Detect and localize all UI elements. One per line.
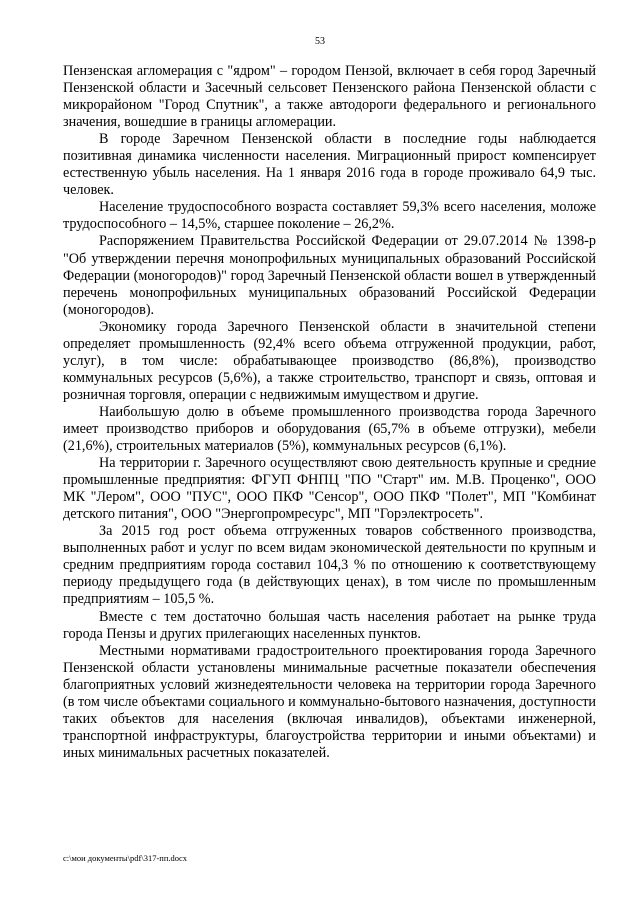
paragraph-working-age: Население трудоспособного возраста составляет 59,3% всего населения, моложе трудоспособного – 14,5%, старшее поколение – 26,2%. xyxy=(63,199,596,233)
paragraph-economy: Экономику города Заречного Пензенской области в значительной степени определяет промышленность (92,4% всего объема отгруженной продукции, работ, услуг), в том числе: обрабатывающее производство (86,8%), производство коммунальных ресурсов (5,6%), а также строительство, транспорт и связь, оптовая и розничная торговля, операции с недвижимым имуществом и другие. xyxy=(63,318,596,403)
paragraph-population-dynamics: В городе Заречном Пензенской области в последние годы наблюдается позитивная динамика численности населения. Миграционный прирост компенсирует естественную убыль населения. На 1 января 2016 года в городе проживало 64,9 тыс. человек. xyxy=(63,131,596,199)
paragraph-industry-share: Наибольшую долю в объеме промышленного производства города Заречного имеет производство приборов и оборудования (65,7% в объеме отгрузки), мебели (21,6%), строительных материалов (5%), коммунальных ресурсов (6,1%). xyxy=(63,403,596,455)
page-number: 53 xyxy=(315,36,325,47)
paragraph-labor-market: Вместе с тем достаточно большая часть населения работает на рынке труда города Пензы и других прилегающих населенных пунктов. xyxy=(63,608,596,642)
document-body xyxy=(63,63,596,762)
paragraph-agglomeration: Пензенская агломерация с "ядром" – городом Пензой, включает в себя город Заречный Пензенской области и Засечный сельсовет Пензенского района Пензенской области с микрорайоном "Город Спутник", а также автодороги федерального и регионального значения, вошедшие в границы агломерации. xyxy=(63,63,596,131)
paragraph-urban-norms: Местными нормативами градостроительного проектирования города Заречного Пензенской области установлены минимальные расчетные показатели обеспечения благоприятных условий жизнедеятельности человека на территории города Заречного (в том числе объектами социального и коммунально-бытового назначения, доступности таких объектов для населения (включая инвалидов), объектами инженерной, транспортной инфраструктуры, благоустройства территории и иными объектами) и иных минимальных расчетных показателей. xyxy=(63,642,596,761)
footer-file-path: c:\мои документы\pdf\317-пп.docx xyxy=(63,853,188,863)
paragraph-growth-2015: За 2015 год рост объема отгруженных товаров собственного производства, выполненных работ и услуг по всем видам экономической деятельности по крупным и средним предприятиям города составил 104,3 % по отношению к соответствующему периоду предыдущего года (в действующих ценах), в том числе по промышленным предприятиям – 105,5 %. xyxy=(63,523,596,608)
paragraph-monotown-decree: Распоряжением Правительства Российской Федерации от 29.07.2014 № 1398-р "Об утверждении перечня монопрофильных муниципальных образований Российской Федерации (моногородов)" город Заречный Пензенской области вошел в утвержденный перечень монопрофильных муниципальных образований Российской Федерации (моногородов). xyxy=(63,233,596,318)
paragraph-enterprises: На территории г. Заречного осуществляют свою деятельность крупные и средние промышленные предприятия: ФГУП ФНПЦ "ПО "Старт" им. М.В. Проценко", ООО МК "Лером", ООО "ПУС", ООО ПКФ "Сенсор", ООО ПКФ "Полет", МП "Комбинат детского питания", ООО "Энергопромресурс", МП "Горэлектросеть". xyxy=(63,455,596,523)
